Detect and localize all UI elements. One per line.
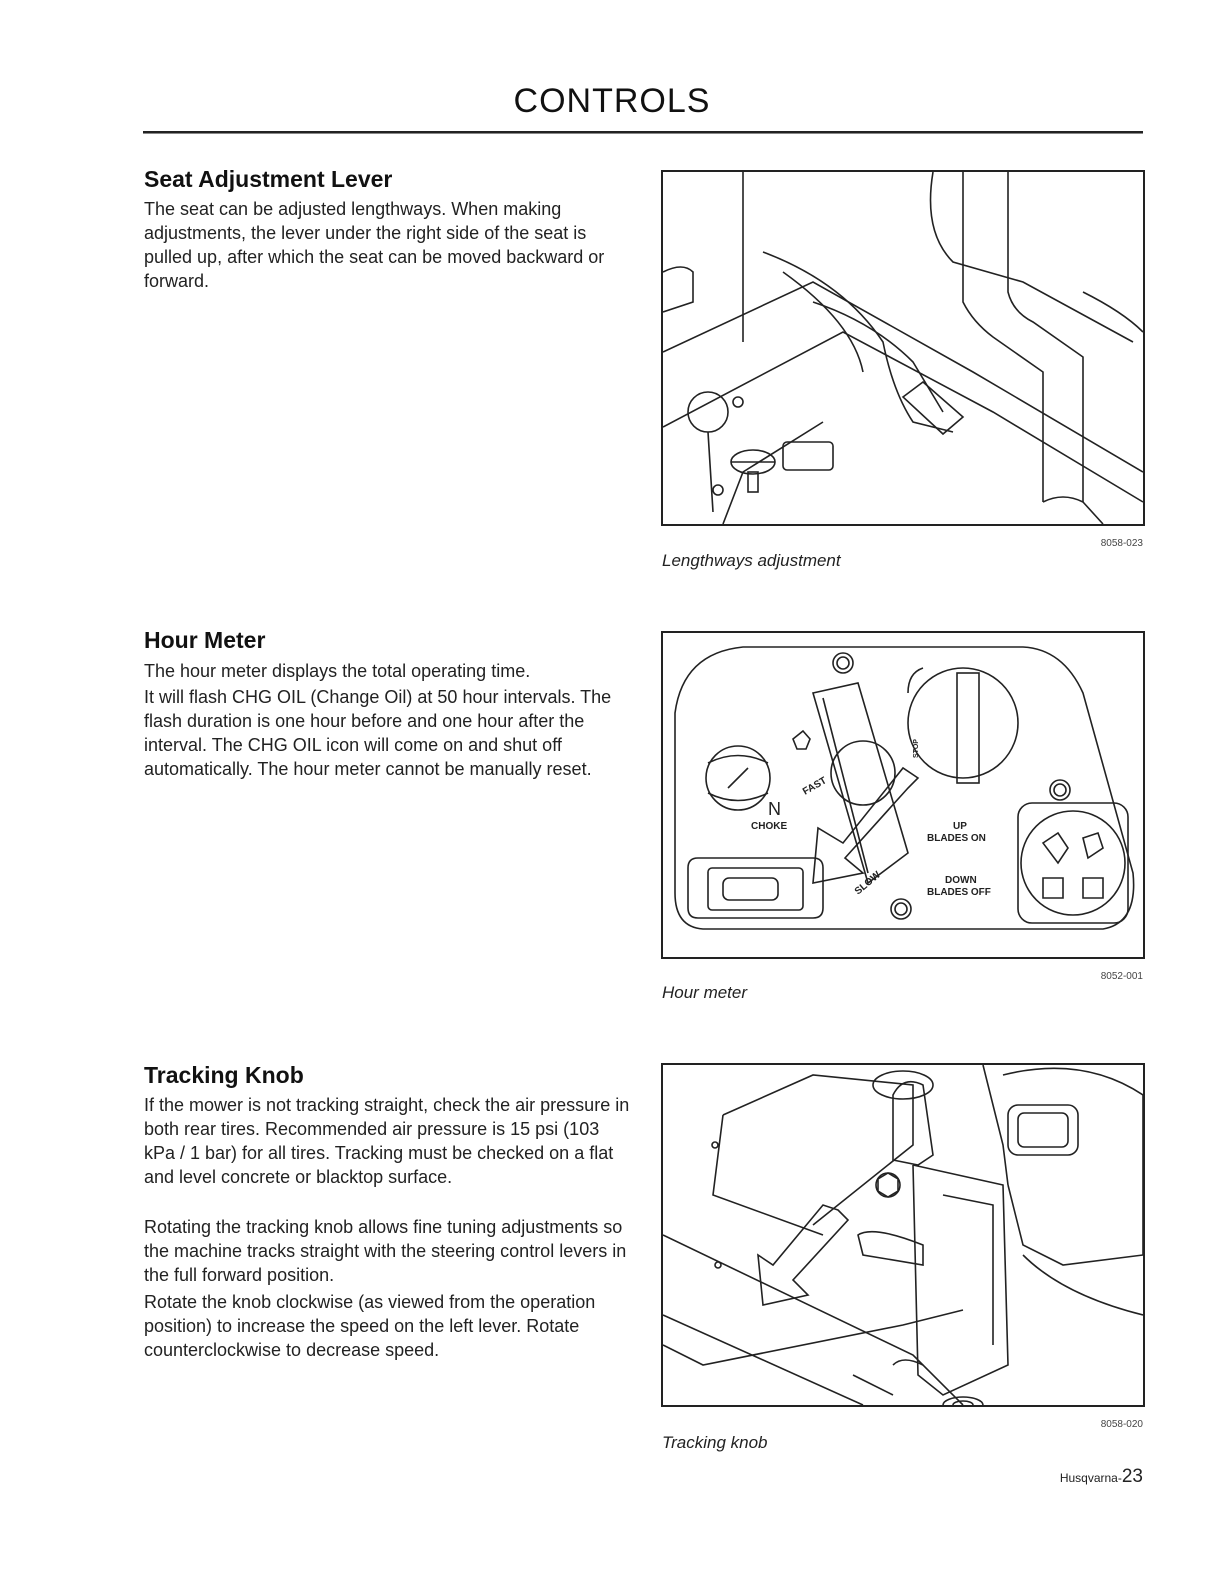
caption-seat: Lengthways adjustment [662,551,841,570]
label-down: DOWN [945,875,977,886]
section-heading-hour-meter: Hour Meter [144,627,266,653]
caption-tracking: Tracking knob [662,1433,768,1452]
tracking-knob-drawing [663,1065,1143,1405]
hour-meter-illustration [661,631,1145,959]
seat-lever-drawing [663,172,1143,524]
label-slow: SLOW [852,869,883,898]
label-blades-on: BLADES ON [927,833,986,844]
label-n: N [768,799,781,819]
figure-code-tracking: 8058-020 [1100,1419,1143,1430]
seat-adjustment-text: The seat can be adjusted lengthways. When making adjustments, the lever under the right side of the seat is pulled up, after which the seat can be moved backward or forward. [144,199,605,291]
hour-meter-text-1: The hour meter displays the total operating time. [144,661,531,681]
label-choke: CHOKE [751,821,788,832]
section-heading-tracking-knob: Tracking Knob [144,1062,304,1088]
figure-code-hour-meter: 8052-001 [1100,971,1143,982]
label-up: UP [953,821,967,832]
tracking-knob-text-3: Rotate the knob clockwise (as viewed from the operation position) to increase the speed on the left lever. Rotate counterclockwise to decrease speed. [144,1292,596,1360]
seat-adjustment-illustration [661,170,1145,526]
label-stop: STOP [913,739,920,758]
footer-brand: Husqvarna- [1059,1471,1122,1485]
section-heading-seat-adjustment: Seat Adjustment Lever [144,166,393,192]
tracking-knob-text-1: If the mower is not tracking straight, check the air pressure in both rear tires. Recommended air pressure is 15 psi (103 kPa / 1 bar) for all tires. Tracking must be checked on a flat and level concrete or blacktop surface. [144,1095,630,1187]
control-panel-drawing [663,633,1143,957]
hour-meter-text-2: It will flash CHG OIL (Change Oil) at 50 hour intervals. The flash duration is one hour before and one hour after the interval. The CHG OIL icon will come on and shut off automatically. The hour meter cannot be manually reset. [144,687,612,779]
tracking-knob-illustration [661,1063,1145,1407]
caption-hour-meter: Hour meter [662,983,748,1002]
page-title: CONTROLS [513,82,711,120]
label-blades-off: BLADES OFF [927,887,991,898]
page-number: 23 [1121,1466,1143,1487]
header-rule [143,131,1143,134]
page-footer [900,1466,1143,1488]
figure-code-seat: 8058-023 [1100,538,1143,549]
label-fast: FAST [801,775,829,798]
tracking-knob-text-2: Rotating the tracking knob allows fine tuning adjustments so the machine tracks straight with the steering control levers in the full forward position. [144,1217,627,1285]
